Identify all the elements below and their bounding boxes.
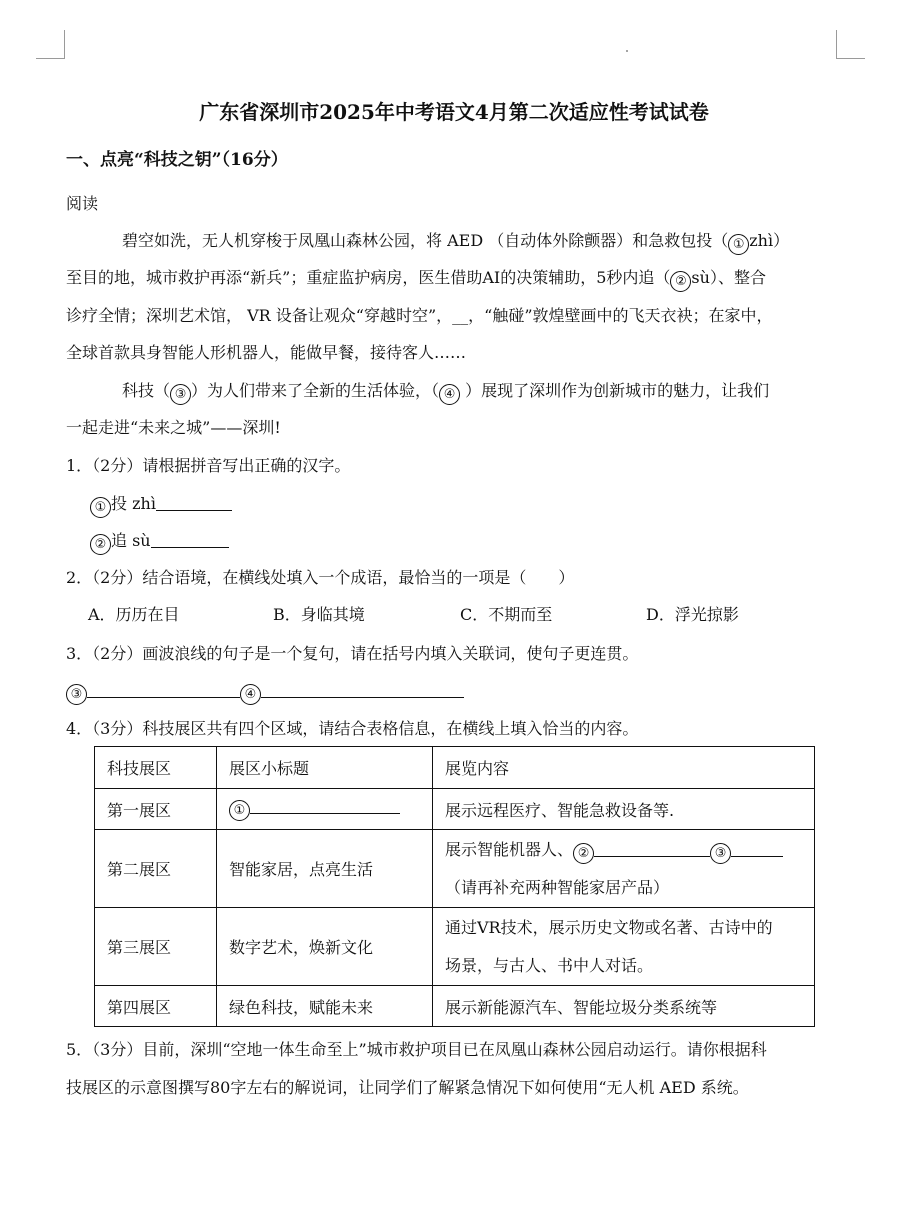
passage-text: 碧空如洗，无人机穿梭于凤凰山森林公园，将 AED （自动体外除颤器）和急救包投（ [122, 231, 729, 250]
content-cell [433, 908, 815, 986]
zone-cell: 第三展区 [95, 908, 217, 986]
answer-blank[interactable] [151, 531, 229, 548]
table-header-row [95, 747, 815, 789]
question-3-answers [66, 680, 464, 705]
zone-cell: 第二展区 [95, 830, 217, 908]
circled-mark-1: ① [90, 497, 111, 518]
circled-mark-3: ③ [710, 843, 731, 864]
question-5-line-2: 技展区的示意图撰写80字左右的解说词，让同学们了解紧急情况下如何使用“无人机 AED 系统。 [66, 1078, 749, 1097]
answer-blank[interactable] [731, 840, 783, 857]
item-label: 投 zhì [111, 494, 156, 513]
reading-label: 阅读 [66, 194, 99, 213]
passage-text: 科技（ [122, 381, 171, 400]
table-row [95, 908, 815, 986]
page-title: 广东省深圳市2025年中考语文4月第二次适应性考试试卷 [199, 100, 709, 124]
exhibit-table [94, 746, 815, 1027]
circled-mark-2: ② [670, 271, 691, 292]
content-line: （请再补充两种智能家居产品） [445, 877, 670, 897]
passage-text: ）为人们带来了全新的生活体验，（ [191, 381, 440, 400]
subtitle-cell [217, 789, 433, 830]
answer-blank[interactable] [594, 840, 710, 857]
answer-blank[interactable] [156, 494, 232, 511]
passage-line-3: 诊疗全情；深圳艺术馆， VR 设备让观众“穿越时空”，__，“触碰”敦煌壁画中的飞天衣袂；在家中， [66, 306, 773, 325]
page-corner-mark-top-right [836, 30, 865, 59]
answer-blank[interactable] [261, 681, 464, 698]
content-cell: 展示远程医疗、智能急救设备等. [433, 789, 815, 830]
page-dot [626, 50, 628, 52]
section-heading: 一、点亮“科技之钥”（16分） [66, 150, 288, 170]
subtitle-cell: 数字艺术，焕新文化 [217, 908, 433, 986]
table-header-cell: 科技展区 [95, 747, 217, 789]
content-line [445, 831, 802, 869]
option-d[interactable]: D．浮光掠影 [646, 605, 739, 624]
circled-mark-4: ④ [240, 684, 261, 705]
circled-mark-3: ③ [170, 384, 191, 405]
question-1-item-1 [90, 493, 232, 518]
content-line: 场景，与古人、书中人对话。 [445, 955, 654, 975]
content-cell [433, 830, 815, 908]
answer-blank[interactable] [87, 681, 240, 698]
subtitle-cell: 智能家居，点亮生活 [217, 830, 433, 908]
option-a[interactable]: A．历历在目 [88, 605, 180, 624]
passage-line-2 [66, 267, 766, 292]
option-c[interactable]: C．不期而至 [460, 605, 553, 624]
passage-text: zhì） [749, 231, 790, 250]
question-3-stem: 3．（2分）画波浪线的句子是一个复句，请在括号内填入关联词，使句子更连贯。 [66, 644, 639, 663]
table-row [95, 986, 815, 1027]
passage-text: sù）、整合 [691, 268, 766, 287]
page-corner-mark-top-left [36, 30, 65, 59]
circled-mark-3: ③ [66, 684, 87, 705]
answer-blank[interactable] [250, 797, 400, 814]
zone-cell: 第一展区 [95, 789, 217, 830]
circled-mark-2: ② [90, 534, 111, 555]
passage-text: 至目的地，城市救护再添“新兵”；重症监护病房，医生借助AI的决策辅助，5秒内追（ [66, 268, 671, 287]
table-header-cell: 展览内容 [433, 747, 815, 789]
passage-line-4: 全球首款具身智能人形机器人，能做早餐，接待客人…… [66, 343, 467, 362]
content-text: 展示智能机器人、 [445, 839, 574, 859]
question-1-stem: 1．（2分）请根据拼音写出正确的汉字。 [66, 456, 351, 475]
circled-mark-1: ① [229, 800, 250, 821]
subtitle-cell: 绿色科技，赋能未来 [217, 986, 433, 1027]
circled-mark-2: ② [573, 843, 594, 864]
option-b[interactable]: B．身临其境 [273, 605, 365, 624]
passage-text: ）展现了深圳作为创新城市的魅力，让我们 [460, 381, 770, 400]
question-5-line-1: 5．（3分）目前，深圳“空地一体生命至上”城市救护项目已在凤凰山森林公园启动运行。请你根据科 [66, 1040, 767, 1059]
circled-mark-1: ① [728, 234, 749, 255]
question-2-stem: 2．（2分）结合语境，在横线处填入一个成语，最恰当的一项是（ ） [66, 568, 575, 587]
question-4-stem: 4．（3分）科技展区共有四个区域，请结合表格信息，在横线上填入恰当的内容。 [66, 719, 639, 738]
content-line: 通过VR技术，展示历史文物或名著、古诗中的 [445, 917, 773, 937]
table-header-cell: 展区小标题 [217, 747, 433, 789]
content-cell: 展示新能源汽车、智能垃圾分类系统等 [433, 986, 815, 1027]
item-label: 追 sù [111, 531, 151, 550]
table-row [95, 830, 815, 908]
passage-line-5 [122, 380, 769, 405]
passage-line-1 [122, 230, 789, 255]
question-1-item-2 [90, 530, 229, 555]
zone-cell: 第四展区 [95, 986, 217, 1027]
circled-mark-4: ④ [439, 384, 460, 405]
table-row [95, 789, 815, 830]
passage-line-6: 一起走进“未来之城”——深圳! [66, 418, 281, 437]
